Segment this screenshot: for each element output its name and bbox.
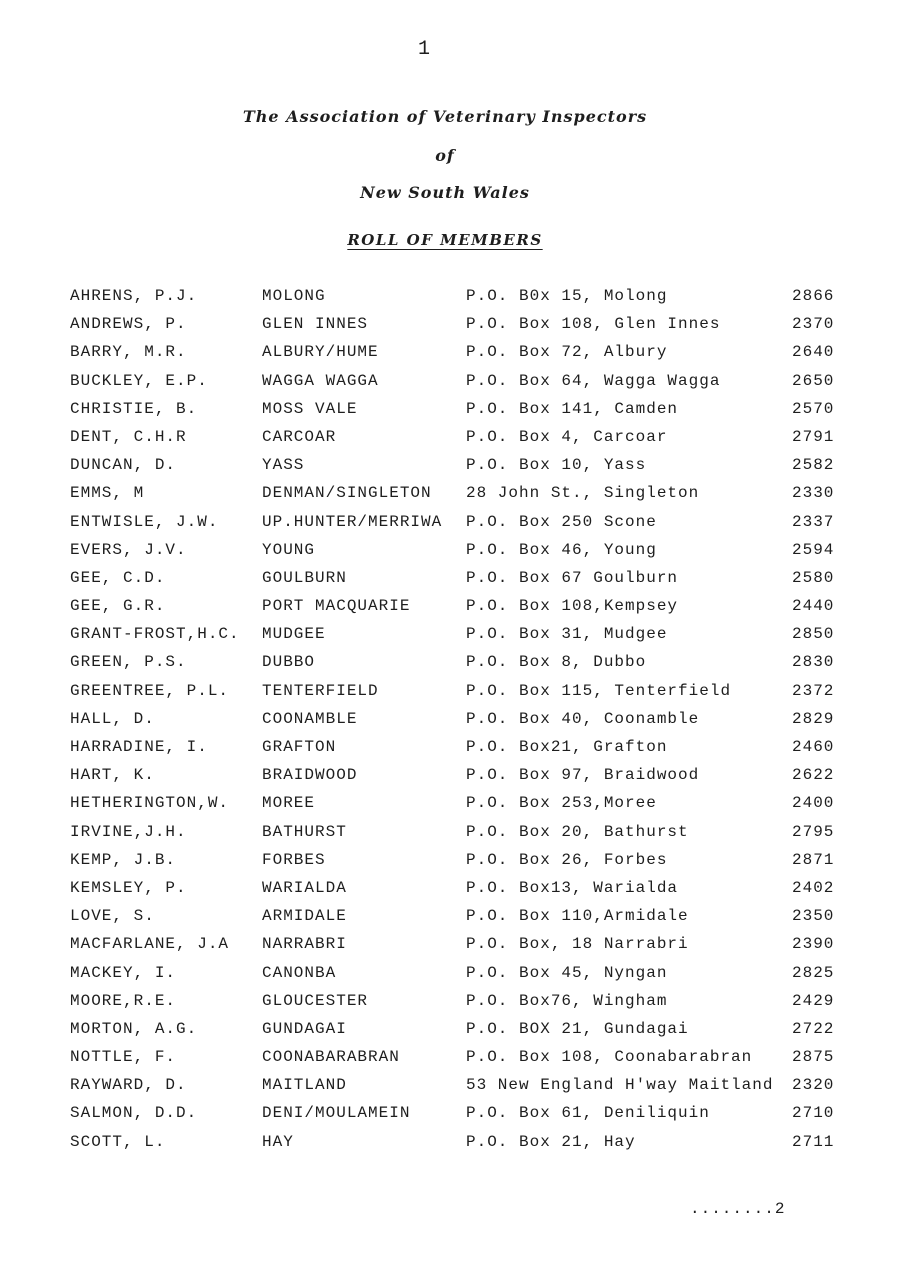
member-district: HAY <box>262 1132 294 1151</box>
member-district: ALBURY/HUME <box>262 343 379 362</box>
member-address: P.O. Box 46, Young <box>466 540 657 559</box>
member-row <box>0 682 900 710</box>
member-address: P.O. Box 45, Nyngan <box>466 963 668 982</box>
member-name: EVERS, J.V. <box>70 540 187 559</box>
member-address: P.O. Box 141, Camden <box>466 399 679 418</box>
member-postcode: 2370 <box>792 315 835 334</box>
member-row <box>0 1104 900 1132</box>
member-name: NOTTLE, F. <box>70 1048 177 1067</box>
member-district: GLOUCESTER <box>262 991 369 1010</box>
member-address: P.O. Box 253,Moree <box>466 794 657 813</box>
member-district: MAITLAND <box>262 1076 347 1095</box>
member-name: MACFARLANE, J.A <box>70 935 230 954</box>
member-name: BUCKLEY, E.P. <box>70 371 208 390</box>
member-postcode: 2570 <box>792 399 835 418</box>
member-district: BATHURST <box>262 822 347 841</box>
member-postcode: 2350 <box>792 907 835 926</box>
member-district: WAGGA WAGGA <box>262 371 379 390</box>
member-address: 53 New England H'way Maitland <box>466 1076 774 1095</box>
member-postcode: 2429 <box>792 991 835 1010</box>
member-row <box>0 456 900 484</box>
member-district: GOULBURN <box>262 568 347 587</box>
member-row <box>0 484 900 512</box>
member-district: CARCOAR <box>262 427 337 446</box>
member-name: GREEN, P.S. <box>70 653 187 672</box>
member-postcode: 2710 <box>792 1104 835 1123</box>
roll-heading: ROLL OF MEMBERS <box>347 231 543 249</box>
member-row <box>0 597 900 625</box>
member-postcode: 2791 <box>792 427 835 446</box>
member-address: P.O. Box, 18 Narrabri <box>466 935 689 954</box>
member-postcode: 2875 <box>792 1048 835 1067</box>
member-address: P.O. Box 61, Deniliquin <box>466 1104 710 1123</box>
member-name: SALMON, D.D. <box>70 1104 198 1123</box>
member-district: FORBES <box>262 850 326 869</box>
member-address: P.O. Box 72, Albury <box>466 343 668 362</box>
member-district: TENTERFIELD <box>262 681 379 700</box>
member-name: HETHERINGTON,W. <box>70 794 230 813</box>
member-row <box>0 1020 900 1048</box>
document-title: The Association of Veterinary Inspectors <box>242 107 648 126</box>
member-address: P.O. Box 31, Mudgee <box>466 625 668 644</box>
member-address: P.O. Box 108, Coonabarabran <box>466 1048 753 1067</box>
member-district: PORT MACQUARIE <box>262 597 411 616</box>
member-district: DUBBO <box>262 653 316 672</box>
member-postcode: 2850 <box>792 625 835 644</box>
member-name: AHRENS, P.J. <box>70 287 198 305</box>
member-postcode: 2825 <box>792 963 835 982</box>
member-district: MUDGEE <box>262 625 326 644</box>
member-address: 28 John St., Singleton <box>466 484 700 503</box>
member-address: P.O. Box 64, Wagga Wagga <box>466 371 721 390</box>
member-row <box>0 343 900 371</box>
member-address: P.O. Box13, Warialda <box>466 878 679 897</box>
member-postcode: 2337 <box>792 512 835 531</box>
member-postcode: 2582 <box>792 456 835 475</box>
member-postcode: 2722 <box>792 1019 835 1038</box>
member-postcode: 2580 <box>792 568 835 587</box>
member-postcode: 2829 <box>792 709 835 728</box>
member-name: ANDREWS, P. <box>70 315 187 334</box>
member-postcode: 2330 <box>792 484 835 503</box>
member-address: P.O. Box 20, Bathurst <box>466 822 689 841</box>
member-name: ENTWISLE, J.W. <box>70 512 219 531</box>
member-row <box>0 400 900 428</box>
member-district: COONABARABRAN <box>262 1048 400 1067</box>
member-address: P.O. Box 21, Hay <box>466 1132 636 1151</box>
page-number: 1 <box>417 38 430 61</box>
member-row <box>0 935 900 963</box>
member-row <box>0 541 900 569</box>
member-postcode: 2460 <box>792 738 835 756</box>
member-postcode: 2372 <box>792 681 835 700</box>
document-title-state: New South Wales <box>360 183 530 202</box>
member-district: YASS <box>262 456 305 475</box>
member-row <box>0 710 900 738</box>
member-name: GEE, C.D. <box>70 568 166 587</box>
member-name: LOVE, S. <box>70 907 155 926</box>
member-row <box>0 879 900 907</box>
member-row <box>0 766 900 794</box>
member-postcode: 2640 <box>792 343 835 362</box>
member-postcode: 2795 <box>792 822 835 841</box>
member-row <box>0 315 900 343</box>
member-address: P.O. Box76, Wingham <box>466 991 668 1010</box>
member-name: HALL, D. <box>70 709 155 728</box>
member-row <box>0 372 900 400</box>
member-district: MOSS VALE <box>262 399 358 418</box>
member-district: NARRABRI <box>262 935 347 954</box>
member-postcode: 2400 <box>792 794 835 813</box>
member-district: ARMIDALE <box>262 907 347 926</box>
member-row <box>0 625 900 653</box>
member-district: CANONBA <box>262 963 337 982</box>
member-name: GRANT-FROST,H.C. <box>70 625 240 644</box>
member-name: GEE, G.R. <box>70 597 166 616</box>
document-title-connector: of <box>435 146 455 165</box>
member-district: BRAIDWOOD <box>262 766 358 785</box>
member-roll-list <box>0 287 900 1161</box>
member-name: DENT, C.H.R <box>70 427 187 446</box>
member-address: P.O. Box 40, Coonamble <box>466 709 700 728</box>
member-address: P.O. Box 108, Glen Innes <box>466 315 721 334</box>
member-district: YOUNG <box>262 540 316 559</box>
member-name: EMMS, M <box>70 484 145 503</box>
member-address: P.O. Box21, Grafton <box>466 738 668 756</box>
member-address: P.O. Box 250 Scone <box>466 512 657 531</box>
member-postcode: 2440 <box>792 597 835 616</box>
member-district: WARIALDA <box>262 878 347 897</box>
member-postcode: 2830 <box>792 653 835 672</box>
member-row <box>0 992 900 1020</box>
member-address: P.O. Box 97, Braidwood <box>466 766 700 785</box>
member-postcode: 2650 <box>792 371 835 390</box>
member-name: HART, K. <box>70 766 155 785</box>
member-postcode: 2871 <box>792 850 835 869</box>
member-row <box>0 851 900 879</box>
member-name: KEMP, J.B. <box>70 850 177 869</box>
member-row <box>0 964 900 992</box>
member-name: MOORE,R.E. <box>70 991 177 1010</box>
continuation-marker: ........2 <box>690 1200 786 1218</box>
member-postcode: 2594 <box>792 540 835 559</box>
member-address: P.O. Box 26, Forbes <box>466 850 668 869</box>
member-postcode: 2390 <box>792 935 835 954</box>
member-name: RAYWARD, D. <box>70 1076 187 1095</box>
member-district: MOREE <box>262 794 316 813</box>
member-row <box>0 738 900 766</box>
member-row <box>0 794 900 822</box>
member-row <box>0 823 900 851</box>
member-name: DUNCAN, D. <box>70 456 177 475</box>
member-name: KEMSLEY, P. <box>70 878 187 897</box>
member-address: P.O. Box 4, Carcoar <box>466 427 668 446</box>
member-district: UP.HUNTER/MERRIWA <box>262 512 443 531</box>
member-address: P.O. BOX 21, Gundagai <box>466 1019 689 1038</box>
member-address: P.O. Box 10, Yass <box>466 456 647 475</box>
member-district: MOLONG <box>262 287 326 305</box>
member-row <box>0 1133 900 1161</box>
member-row <box>0 1076 900 1104</box>
member-postcode: 2711 <box>792 1132 835 1151</box>
member-row <box>0 513 900 541</box>
member-postcode: 2866 <box>792 287 835 305</box>
member-district: DENI/MOULAMEIN <box>262 1104 411 1123</box>
member-name: IRVINE,J.H. <box>70 822 187 841</box>
member-name: MORTON, A.G. <box>70 1019 198 1038</box>
member-row <box>0 569 900 597</box>
member-name: HARRADINE, I. <box>70 738 208 756</box>
member-address: P.O. B0x 15, Molong <box>466 287 668 305</box>
member-name: CHRISTIE, B. <box>70 399 198 418</box>
member-postcode: 2402 <box>792 878 835 897</box>
member-address: P.O. Box 8, Dubbo <box>466 653 647 672</box>
member-postcode: 2320 <box>792 1076 835 1095</box>
member-row <box>0 1048 900 1076</box>
member-district: GRAFTON <box>262 738 337 756</box>
member-address: P.O. Box 67 Goulburn <box>466 568 679 587</box>
member-address: P.O. Box 115, Tenterfield <box>466 681 732 700</box>
member-postcode: 2622 <box>792 766 835 785</box>
member-address: P.O. Box 110,Armidale <box>466 907 689 926</box>
member-row <box>0 653 900 681</box>
member-name: SCOTT, L. <box>70 1132 166 1151</box>
member-row <box>0 907 900 935</box>
member-name: GREENTREE, P.L. <box>70 681 230 700</box>
member-name: MACKEY, I. <box>70 963 177 982</box>
member-district: DENMAN/SINGLETON <box>262 484 432 503</box>
member-row <box>0 428 900 456</box>
member-row <box>0 287 900 315</box>
member-district: GUNDAGAI <box>262 1019 347 1038</box>
member-name: BARRY, M.R. <box>70 343 187 362</box>
member-address: P.O. Box 108,Kempsey <box>466 597 679 616</box>
member-district: GLEN INNES <box>262 315 369 334</box>
member-district: COONAMBLE <box>262 709 358 728</box>
